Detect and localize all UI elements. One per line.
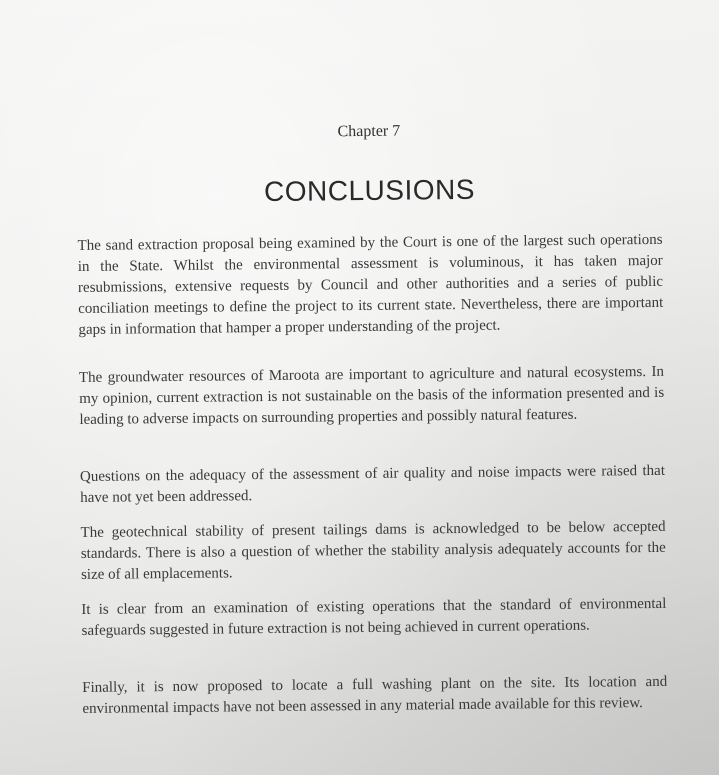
paragraph-air-noise: Questions on the adequacy of the assessment of air quality and noise impacts were raised that have not yet been addressed. xyxy=(79,462,666,506)
chapter-label: Chapter 7 xyxy=(337,122,401,141)
paragraph-groundwater: The groundwater resources of Maroota are important to agriculture and natural ecosystems. In my opinion, current extraction is not sustainable on the basis of the information presented and is leading to adverse impacts on surrounding properties and possibly natural features. xyxy=(78,363,665,428)
paragraph-intro: The sand extraction proposal being examined by the Court is one of the largest such operations in the State. Whilst the environmental assessment is voluminous, it has taken major resubmissions, extensive requests by Council and other authorities and a series of public conciliation meetings to define the project to its current state. Nevertheless, there are important gaps in information that hamper a proper understanding of the project. xyxy=(77,231,664,338)
page-title: CONCLUSIONS xyxy=(263,173,476,208)
paragraph-washing-plant: Finally, it is now proposed to locate a full washing plant on the site. Its location and environmental impacts have not been assessed in any material made available for this review. xyxy=(82,673,668,717)
paragraph-safeguards: It is clear from an examination of existing operations that the standard of environmental safeguards suggested in future extraction is not being achieved in current operations. xyxy=(81,595,667,639)
paragraph-geotechnical: The geotechnical stability of present tailings dams is acknowledged to be below accepted standards. There is also a question of whether the stability analysis adequately accounts for the size of all emplacements. xyxy=(80,518,666,583)
